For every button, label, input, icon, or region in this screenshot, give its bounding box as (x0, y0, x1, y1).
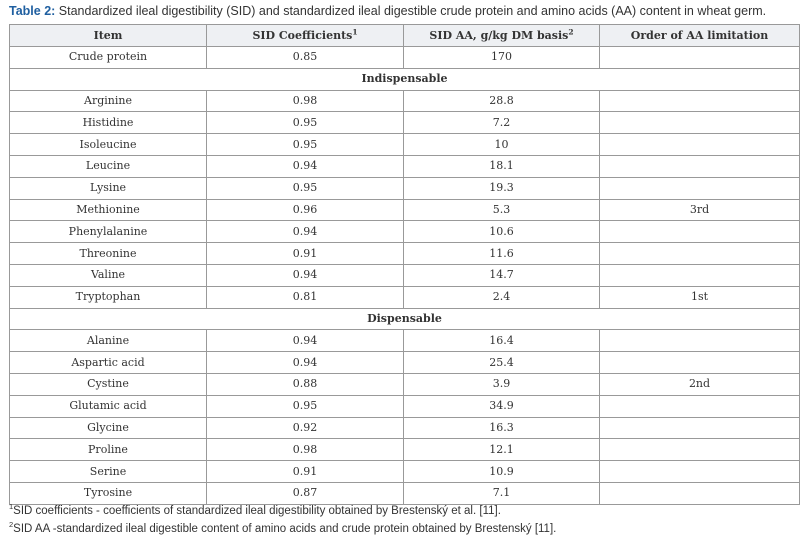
cell-aa: 14.7 (404, 264, 600, 286)
cell-order (600, 264, 800, 286)
cell-item: Crude protein (10, 47, 207, 69)
footnote-1 (9, 504, 799, 519)
section-label-dispensable: Dispensable (10, 308, 800, 330)
cell-order (600, 47, 800, 69)
cell-aa: 19.3 (404, 177, 600, 199)
cell-aa: 11.6 (404, 243, 600, 265)
cell-aa: 7.2 (404, 112, 600, 134)
header-sid-coefficients-footnote-mark: 1 (352, 26, 358, 36)
cell-aa: 34.9 (404, 395, 600, 417)
header-sid-coefficients (207, 25, 404, 47)
cell-aa: 2.4 (404, 286, 600, 308)
header-sid-coefficients-text: SID Coefficients (252, 28, 353, 42)
table-row (10, 461, 800, 483)
cell-coef: 0.94 (207, 264, 404, 286)
cell-item: Methionine (10, 199, 207, 221)
cell-item: Phenylalanine (10, 221, 207, 243)
cell-item: Glutamic acid (10, 395, 207, 417)
footnote-2-mark: 2 (9, 520, 14, 530)
cell-order (600, 90, 800, 112)
cell-aa: 10.6 (404, 221, 600, 243)
section-row-dispensable (10, 308, 800, 330)
section-row-indispensable (10, 68, 800, 90)
cell-coef: 0.91 (207, 461, 404, 483)
header-sid-aa-text: SID AA, g/kg DM basis (429, 28, 569, 42)
cell-order (600, 155, 800, 177)
cell-coef: 0.85 (207, 47, 404, 69)
cell-order (600, 330, 800, 352)
table-row (10, 155, 800, 177)
cell-aa: 5.3 (404, 199, 600, 221)
cell-item: Serine (10, 461, 207, 483)
cell-item: Aspartic acid (10, 352, 207, 374)
cell-item: Arginine (10, 90, 207, 112)
cell-coef: 0.96 (207, 199, 404, 221)
cell-order (600, 221, 800, 243)
cell-aa: 25.4 (404, 352, 600, 374)
footnote-1-mark: 1 (9, 502, 14, 512)
cell-coef: 0.94 (207, 155, 404, 177)
cell-item: Isoleucine (10, 134, 207, 156)
header-item: Item (10, 25, 207, 47)
table-row (10, 264, 800, 286)
cell-coef: 0.98 (207, 90, 404, 112)
cell-item: Tryptophan (10, 286, 207, 308)
footnote-1-text: SID coefficients - coefficients of standardized ileal digestibility obtained by Brestenský et al. [11]. (13, 505, 501, 517)
section-label-indispensable: Indispensable (10, 68, 800, 90)
table-row (10, 243, 800, 265)
cell-item: Proline (10, 439, 207, 461)
cell-coef: 0.95 (207, 134, 404, 156)
cell-order (600, 461, 800, 483)
cell-order (600, 134, 800, 156)
table-row (10, 199, 800, 221)
table-row (10, 134, 800, 156)
footnote-2 (9, 522, 799, 537)
cell-order (600, 439, 800, 461)
cell-aa: 10 (404, 134, 600, 156)
cell-order: 2nd (600, 373, 800, 395)
footnote-2-text: SID AA -standardized ileal digestible content of amino acids and crude protein obtained by Brestenský [11]. (13, 523, 557, 535)
cell-order (600, 482, 800, 504)
cell-aa: 12.1 (404, 439, 600, 461)
cell-coef: 0.98 (207, 439, 404, 461)
table-caption-text: Standardized ileal digestibility (SID) and standardized ileal digestible crude protein and amino acids (AA) content in wheat germ. (55, 4, 767, 18)
table-row (10, 352, 800, 374)
table-row (10, 330, 800, 352)
cell-order (600, 352, 800, 374)
cell-item: Glycine (10, 417, 207, 439)
cell-item: Cystine (10, 373, 207, 395)
table-row (10, 482, 800, 504)
cell-coef: 0.87 (207, 482, 404, 504)
cell-coef: 0.94 (207, 352, 404, 374)
cell-item: Tyrosine (10, 482, 207, 504)
sid-table (9, 24, 800, 505)
cell-coef: 0.95 (207, 395, 404, 417)
cell-item: Valine (10, 264, 207, 286)
cell-order (600, 417, 800, 439)
cell-coef: 0.91 (207, 243, 404, 265)
cell-order (600, 395, 800, 417)
cell-aa: 16.4 (404, 330, 600, 352)
table-row-crude-protein (10, 47, 800, 69)
header-row (10, 25, 800, 47)
cell-coef: 0.81 (207, 286, 404, 308)
table-caption (9, 3, 799, 20)
cell-aa: 7.1 (404, 482, 600, 504)
cell-item: Histidine (10, 112, 207, 134)
cell-coef: 0.95 (207, 177, 404, 199)
cell-aa: 170 (404, 47, 600, 69)
table-row (10, 373, 800, 395)
cell-coef: 0.88 (207, 373, 404, 395)
cell-order (600, 112, 800, 134)
table-row (10, 395, 800, 417)
cell-item: Lysine (10, 177, 207, 199)
table-row (10, 90, 800, 112)
cell-coef: 0.95 (207, 112, 404, 134)
table-row (10, 112, 800, 134)
cell-aa: 3.9 (404, 373, 600, 395)
header-order: Order of AA limitation (600, 25, 800, 47)
cell-coef: 0.94 (207, 330, 404, 352)
cell-item: Threonine (10, 243, 207, 265)
cell-order (600, 243, 800, 265)
cell-aa: 10.9 (404, 461, 600, 483)
cell-item: Leucine (10, 155, 207, 177)
cell-order (600, 177, 800, 199)
cell-aa: 16.3 (404, 417, 600, 439)
cell-order: 1st (600, 286, 800, 308)
table-row (10, 221, 800, 243)
table-row (10, 417, 800, 439)
cell-aa: 28.8 (404, 90, 600, 112)
header-sid-aa-footnote-mark: 2 (568, 26, 574, 36)
cell-item: Alanine (10, 330, 207, 352)
cell-coef: 0.94 (207, 221, 404, 243)
table-row (10, 439, 800, 461)
table-row (10, 177, 800, 199)
header-sid-aa (404, 25, 600, 47)
cell-aa: 18.1 (404, 155, 600, 177)
table-row (10, 286, 800, 308)
cell-coef: 0.92 (207, 417, 404, 439)
table-caption-label: Table 2: (9, 4, 56, 18)
cell-order: 3rd (600, 199, 800, 221)
